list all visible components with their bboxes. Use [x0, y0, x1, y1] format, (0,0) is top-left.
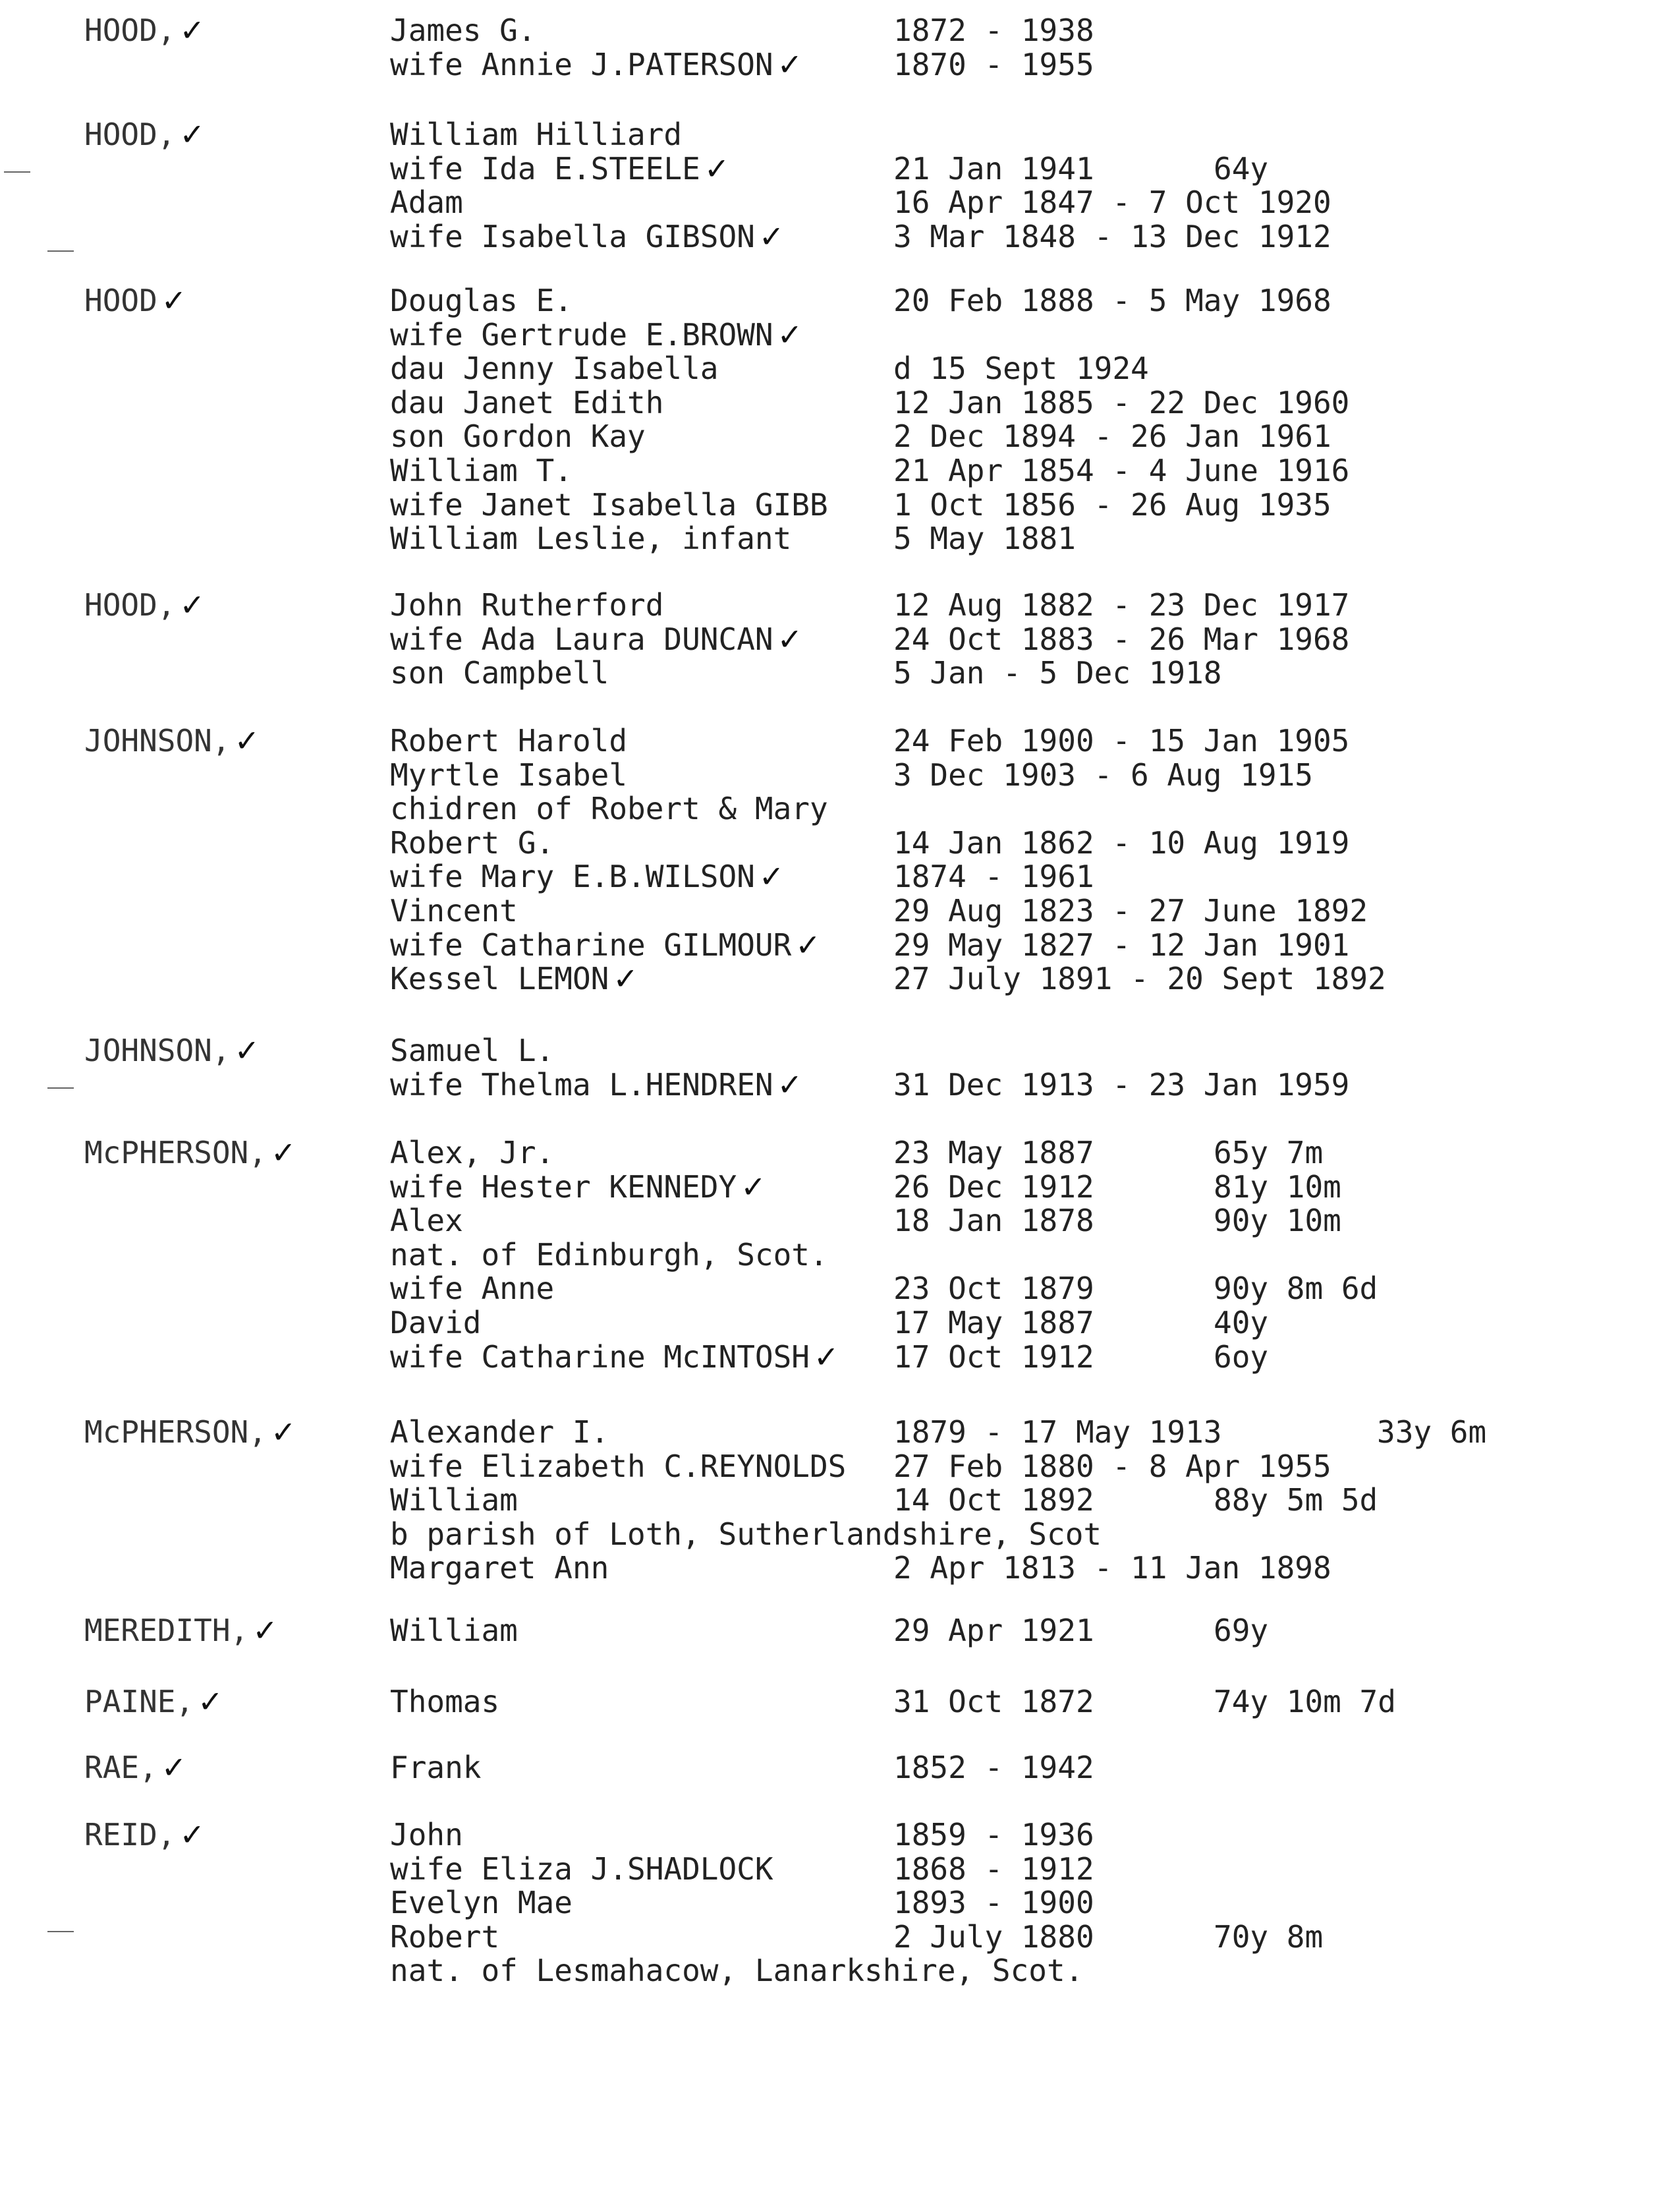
person-name [390, 318, 802, 352]
family-entry [0, 1415, 1680, 1592]
life-dates: 1868 - 1912 [893, 1851, 1094, 1887]
person-name-text: wife Ada Laura DUNCAN [390, 621, 773, 657]
person-name [390, 488, 828, 522]
check-mark-icon: ✓ [704, 150, 730, 187]
person-name-text: John [390, 1817, 463, 1852]
person-name-text: Myrtle Isabel [390, 757, 628, 793]
family-entry [0, 1613, 1680, 1654]
family-entry [0, 13, 1680, 88]
record-row [0, 1684, 1680, 1719]
person-name-text: wife Anne [390, 1271, 555, 1307]
person-name-text: Alexander I. [390, 1414, 609, 1450]
person-name [390, 758, 627, 792]
check-mark-icon: ✓ [270, 1135, 296, 1170]
person-name-text: William Hilliard [390, 117, 683, 152]
life-dates: 1879 - 17 May 1913 [893, 1414, 1222, 1450]
person-name-text: wife Eliza J.SHADLOCK [390, 1851, 773, 1887]
person-name [390, 386, 663, 420]
check-mark-icon: ✓ [777, 621, 803, 657]
life-dates: 2 July 1880 [893, 1918, 1094, 1955]
person-name [390, 588, 663, 622]
person-name-text: son Campbell [390, 655, 609, 691]
person-name [390, 859, 784, 894]
person-name [390, 219, 784, 254]
check-mark-icon: ✓ [741, 1168, 766, 1205]
person-name-text: wife Gertrude E.BROWN [390, 316, 773, 353]
check-mark-icon: ✓ [813, 1338, 839, 1375]
person-name [390, 622, 802, 656]
life-dates: 2 Apr 1813 - 11 Jan 1898 [893, 1550, 1331, 1586]
life-dates: 31 Oct 1872 [893, 1684, 1094, 1719]
age-at-death: 70y 8m [1214, 1918, 1324, 1955]
record-row [0, 1170, 1680, 1204]
record-row [0, 117, 1680, 152]
check-mark-icon: ✓ [613, 961, 638, 997]
person-name-text: dau Janet Edith [390, 384, 664, 420]
person-name [390, 453, 573, 488]
record-row [0, 185, 1680, 219]
person-name-text: Robert [390, 1918, 500, 1955]
record-row [0, 1135, 1680, 1170]
person-name-text: son Gordon Kay [390, 418, 646, 455]
person-name [390, 1170, 766, 1204]
check-mark-icon: ✓ [758, 859, 785, 895]
person-name-text: wife Elizabeth C.REYNOLDS [390, 1448, 847, 1484]
record-row [0, 488, 1680, 522]
person-name-text: Alex, Jr. [390, 1135, 555, 1170]
life-dates: 24 Feb 1900 - 15 Jan 1905 [893, 723, 1350, 759]
record-row [0, 1340, 1680, 1374]
person-name-text: David [390, 1305, 482, 1340]
surname-text: RAE, [84, 1750, 157, 1785]
record-row [0, 1306, 1680, 1340]
life-dates: 3 Mar 1848 - 13 Dec 1912 [893, 218, 1331, 254]
person-name [390, 1517, 1102, 1551]
age-at-death: 69y [1214, 1613, 1269, 1648]
person-name [390, 13, 536, 47]
record-row [0, 1033, 1680, 1068]
person-name-text: wife Janet Isabella GIBB [390, 486, 828, 523]
surname-text: PAINE, [84, 1684, 194, 1719]
person-name-text: John Rutherford [390, 587, 664, 623]
record-row [0, 1551, 1680, 1585]
record-row [0, 588, 1680, 622]
person-name-text: wife Isabella GIBSON [390, 218, 755, 254]
record-row [0, 859, 1680, 894]
record-row [0, 1885, 1680, 1920]
person-name-text: nat. of Edinburgh, Scot. [390, 1236, 828, 1273]
person-name-text: William T. [390, 453, 573, 488]
person-name [390, 1551, 609, 1585]
record-row [0, 1517, 1680, 1551]
surname-text: HOOD [84, 283, 157, 318]
life-dates: 14 Oct 1892 [893, 1482, 1094, 1518]
age-at-death: 90y 8m 6d [1214, 1271, 1378, 1307]
person-name [390, 826, 554, 860]
person-name [390, 962, 638, 996]
surname-text: HOOD, [84, 587, 176, 623]
life-dates: 1893 - 1900 [893, 1885, 1094, 1921]
record-row [0, 351, 1680, 386]
person-name [390, 351, 719, 386]
family-entry [0, 283, 1680, 562]
life-dates: 12 Jan 1885 - 22 Dec 1960 [893, 384, 1350, 420]
age-at-death: 6oy [1214, 1338, 1269, 1375]
check-mark-icon: ✓ [252, 1613, 278, 1648]
person-name [390, 1068, 802, 1102]
record-row [0, 1483, 1680, 1517]
check-mark-icon: ✓ [234, 1033, 260, 1068]
life-dates: 18 Jan 1878 [893, 1203, 1094, 1239]
life-dates: d 15 Sept 1924 [893, 351, 1149, 387]
record-row [0, 1203, 1680, 1238]
record-row [0, 13, 1680, 47]
person-name [390, 656, 609, 690]
person-name-text: chidren of Robert & Mary [390, 791, 828, 827]
life-dates: 5 May 1881 [893, 521, 1076, 557]
surname-text: JOHNSON, [84, 723, 231, 759]
record-row [0, 283, 1680, 318]
record-row [0, 1818, 1680, 1852]
person-name-text: b parish of Loth, Sutherlandshire, Scot [390, 1516, 1102, 1552]
person-name-text: Thomas [390, 1684, 500, 1719]
age-at-death: 88y 5m 5d [1214, 1482, 1378, 1518]
record-row [0, 386, 1680, 420]
record-row [0, 1238, 1680, 1272]
age-at-death: 90y 10m [1214, 1203, 1341, 1239]
record-row [0, 962, 1680, 996]
person-name [390, 47, 802, 82]
person-name [390, 283, 573, 318]
record-row [0, 656, 1680, 690]
life-dates: 3 Dec 1903 - 6 Aug 1915 [893, 757, 1313, 793]
person-name [390, 1684, 499, 1719]
check-mark-icon: ✓ [198, 1684, 223, 1719]
person-name [390, 419, 646, 453]
record-row [0, 1068, 1680, 1102]
record-row [0, 419, 1680, 453]
surname-text: McPHERSON, [84, 1135, 267, 1170]
life-dates: 27 July 1891 - 20 Sept 1892 [893, 961, 1386, 997]
age-at-death: 64y [1214, 150, 1269, 187]
person-name-text: Margaret Ann [390, 1550, 609, 1586]
surname-text: JOHNSON, [84, 1033, 231, 1068]
person-name [390, 1885, 573, 1920]
record-row [0, 791, 1680, 826]
check-mark-icon: ✓ [234, 723, 260, 759]
life-dates: 29 May 1827 - 12 Jan 1901 [893, 927, 1350, 963]
scan-speck [4, 171, 30, 173]
record-row [0, 1852, 1680, 1886]
check-mark-icon: ✓ [795, 927, 821, 963]
record-row [0, 1750, 1680, 1785]
person-name-text: wife Annie J.PATERSON [390, 46, 773, 82]
person-name-text: Frank [390, 1750, 482, 1785]
person-name [390, 1613, 518, 1648]
life-dates: 23 May 1887 [893, 1135, 1094, 1170]
person-name-text: Adam [390, 185, 463, 221]
record-row [0, 724, 1680, 758]
life-dates: 21 Apr 1854 - 4 June 1916 [893, 453, 1350, 488]
person-name [390, 1449, 846, 1483]
person-name [390, 1033, 554, 1068]
check-mark-icon: ✓ [758, 218, 785, 254]
life-dates: 17 May 1887 [893, 1305, 1094, 1340]
family-entry [0, 724, 1680, 1002]
life-dates: 31 Dec 1913 - 23 Jan 1959 [893, 1066, 1350, 1103]
life-dates: 24 Oct 1883 - 26 Mar 1968 [893, 621, 1350, 657]
person-name [390, 1203, 463, 1238]
age-at-death: 81y 10m [1214, 1168, 1341, 1205]
person-name-text: Kessel LEMON [390, 961, 609, 997]
record-row [0, 1953, 1680, 1988]
person-name-text: wife Ida E.STEELE [390, 150, 700, 187]
person-name-text: wife Mary E.B.WILSON [390, 859, 755, 895]
record-row [0, 318, 1680, 352]
person-name-text: William Leslie, infant [390, 521, 792, 557]
person-name-text: wife Hester KENNEDY [390, 1168, 737, 1205]
life-dates: 14 Jan 1862 - 10 Aug 1919 [893, 824, 1350, 861]
person-name [390, 1818, 463, 1852]
life-dates: 2 Dec 1894 - 26 Jan 1961 [893, 418, 1331, 455]
person-name [390, 1953, 1083, 1988]
check-mark-icon: ✓ [270, 1414, 296, 1450]
record-row [0, 622, 1680, 656]
check-mark-icon: ✓ [777, 316, 803, 353]
person-name [390, 1920, 499, 1954]
family-entry [0, 1818, 1680, 1994]
life-dates: 21 Jan 1941 [893, 150, 1094, 187]
person-name [390, 791, 828, 826]
person-name [390, 724, 627, 758]
person-name [390, 152, 729, 186]
family-entry [0, 117, 1680, 260]
life-dates: 5 Jan - 5 Dec 1918 [893, 655, 1222, 691]
person-name [390, 1238, 828, 1272]
person-name [390, 1852, 773, 1886]
record-row [0, 1415, 1680, 1449]
check-mark-icon: ✓ [179, 587, 206, 623]
family-entry [0, 588, 1680, 697]
record-row [0, 47, 1680, 82]
surname-text: HOOD, [84, 117, 176, 152]
life-dates: 16 Apr 1847 - 7 Oct 1920 [893, 185, 1331, 221]
person-name [390, 521, 791, 556]
life-dates: 12 Aug 1882 - 23 Dec 1917 [893, 587, 1350, 623]
person-name-text: William [390, 1482, 518, 1518]
record-row [0, 758, 1680, 792]
person-name-text: Alex [390, 1203, 463, 1239]
surname-text: McPHERSON, [84, 1414, 267, 1450]
life-dates: 27 Feb 1880 - 8 Apr 1955 [893, 1448, 1331, 1484]
record-row [0, 1271, 1680, 1306]
surname-text: HOOD, [84, 13, 176, 48]
family-entry [0, 1033, 1680, 1108]
life-dates: 23 Oct 1879 [893, 1271, 1094, 1307]
person-name [390, 894, 518, 928]
age-at-death: 74y 10m 7d [1214, 1684, 1396, 1719]
person-name-text: William [390, 1613, 518, 1648]
person-name-text: nat. of Lesmahacow, Lanarkshire, Scot. [390, 1953, 1084, 1989]
record-row [0, 894, 1680, 928]
age-at-death: 40y [1214, 1305, 1269, 1340]
life-dates: 1872 - 1938 [893, 13, 1094, 48]
family-entry [0, 1135, 1680, 1380]
record-row [0, 219, 1680, 254]
check-mark-icon: ✓ [777, 1066, 803, 1103]
check-mark-icon: ✓ [777, 46, 803, 82]
life-dates: 1 Oct 1856 - 26 Aug 1935 [893, 486, 1331, 523]
life-dates: 17 Oct 1912 [893, 1338, 1094, 1375]
record-row [0, 1449, 1680, 1483]
age-at-death: 33y 6m [1377, 1414, 1487, 1450]
person-name-text: James G. [390, 13, 536, 48]
scan-speck [47, 1087, 74, 1089]
person-name [390, 185, 463, 219]
scan-speck [47, 250, 74, 252]
scan-speck [47, 1931, 74, 1932]
person-name-text: wife Thelma L.HENDREN [390, 1066, 773, 1103]
check-mark-icon: ✓ [179, 1817, 206, 1852]
life-dates: 29 Aug 1823 - 27 June 1892 [893, 893, 1368, 929]
person-name-text: Samuel L. [390, 1033, 555, 1068]
person-name [390, 1306, 481, 1340]
check-mark-icon: ✓ [161, 1750, 187, 1785]
check-mark-icon: ✓ [179, 117, 206, 152]
age-at-death: 65y 7m [1214, 1135, 1324, 1170]
person-name [390, 1135, 554, 1170]
record-row [0, 152, 1680, 186]
person-name-text: wife Catharine McINTOSH [390, 1338, 810, 1375]
life-dates: 1859 - 1936 [893, 1817, 1094, 1852]
family-entry [0, 1750, 1680, 1791]
record-row [0, 1920, 1680, 1954]
surname-text: REID, [84, 1817, 176, 1852]
check-mark-icon: ✓ [179, 13, 206, 48]
record-row [0, 826, 1680, 860]
person-name [390, 1750, 481, 1785]
person-name [390, 1415, 609, 1449]
surname-text: MEREDITH, [84, 1613, 249, 1648]
person-name [390, 1271, 554, 1306]
person-name-text: Evelyn Mae [390, 1885, 573, 1921]
record-row [0, 521, 1680, 556]
record-row [0, 1613, 1680, 1648]
life-dates: 1852 - 1942 [893, 1750, 1094, 1785]
life-dates: 1874 - 1961 [893, 859, 1094, 895]
person-name-text: Douglas E. [390, 283, 573, 318]
person-name [390, 117, 682, 152]
life-dates: 1870 - 1955 [893, 46, 1094, 82]
record-row [0, 928, 1680, 962]
person-name [390, 1483, 518, 1517]
person-name [390, 1340, 839, 1374]
person-name-text: Robert Harold [390, 723, 628, 759]
person-name-text: wife Catharine GILMOUR [390, 927, 792, 963]
life-dates: 20 Feb 1888 - 5 May 1968 [893, 283, 1331, 318]
life-dates: 26 Dec 1912 [893, 1168, 1094, 1205]
life-dates: 29 Apr 1921 [893, 1613, 1094, 1648]
person-name [390, 928, 821, 962]
family-entry [0, 1684, 1680, 1725]
person-name-text: Vincent [390, 893, 518, 929]
check-mark-icon: ✓ [161, 283, 187, 318]
record-row [0, 453, 1680, 488]
person-name-text: dau Jenny Isabella [390, 351, 719, 387]
person-name-text: Robert G. [390, 824, 555, 861]
